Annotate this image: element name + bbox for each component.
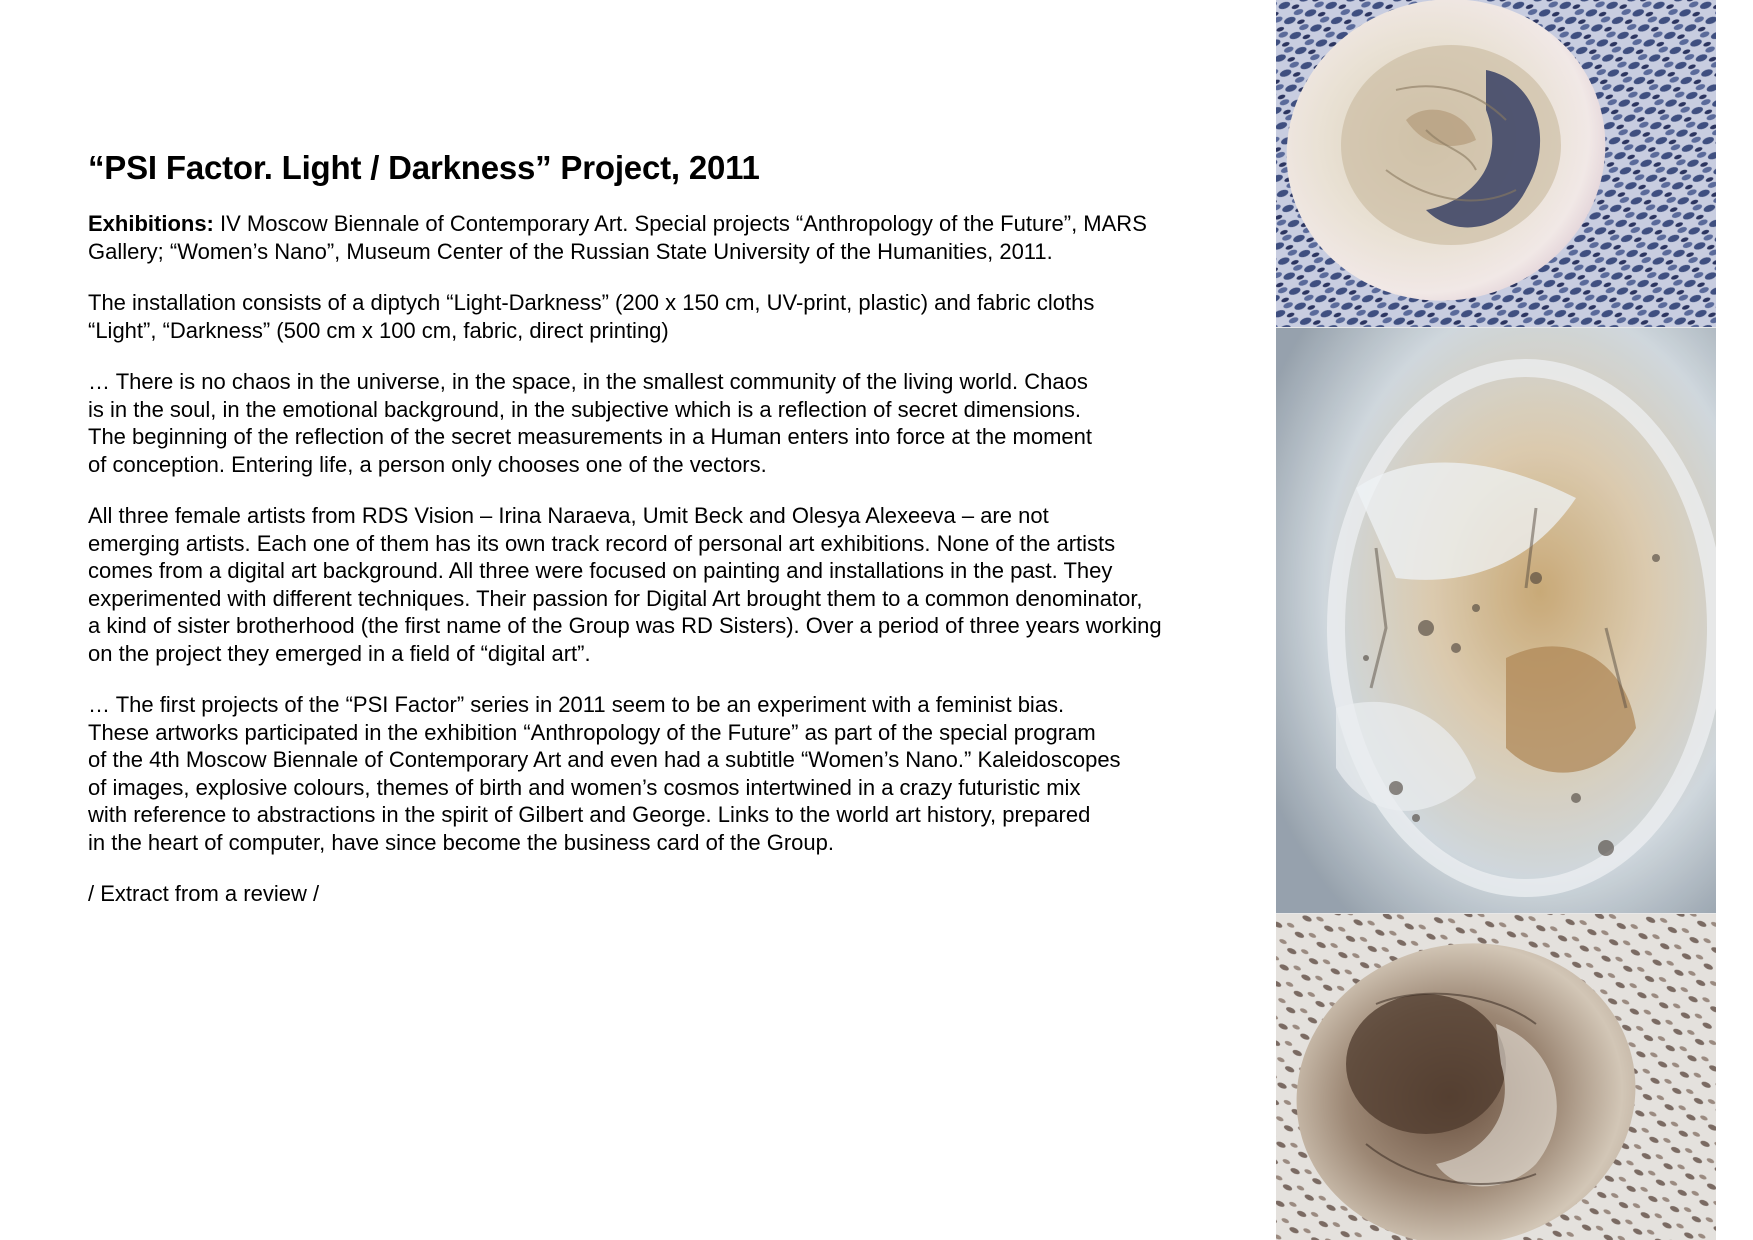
artwork-center-panel xyxy=(1276,328,1716,914)
chaos-paragraph xyxy=(88,368,1238,478)
text-line: a kind of sister brotherhood (the first name of the Group was RD Sisters). Over a period of three years working xyxy=(88,613,1162,638)
text-line: of the 4th Moscow Biennale of Contemporary Art and even had a subtitle “Women’s Nano.” Kaleidoscopes xyxy=(88,747,1121,772)
installation-paragraph xyxy=(88,289,1238,344)
exhibitions-paragraph xyxy=(88,210,1238,265)
text-line: … The first projects of the “PSI Factor” series in 2011 seem to be an experiment with a feminist bias. xyxy=(88,692,1065,717)
text-line: emerging artists. Each one of them has its own track record of personal art exhibitions. None of the artists xyxy=(88,530,1116,556)
text-line: These artworks participated in the exhibition “Anthropology of the Future” as part of the special program xyxy=(88,719,1096,745)
document-text xyxy=(88,146,1238,932)
artwork-darkness-panel xyxy=(1276,914,1716,1240)
text-line: on the project they emerged in a field of “digital art”. xyxy=(88,640,591,666)
text-line: “Light”, “Darkness” (500 cm x 100 cm, fabric, direct printing) xyxy=(88,317,669,343)
text-line: is in the soul, in the emotional background, in the subjective which is a reflection of secret dimensions. xyxy=(88,396,1081,422)
exhibitions-line-2: Gallery; “Women’s Nano”, Museum Center of the Russian State University of the Humanities, 2011. xyxy=(88,238,1053,264)
text-line: in the heart of computer, have since become the business card of the Group. xyxy=(88,829,834,855)
projects-paragraph xyxy=(88,691,1238,856)
artwork-light-panel xyxy=(1276,0,1716,328)
text-line: … There is no chaos in the universe, in the space, in the smallest community of the living world. Chaos xyxy=(88,369,1088,394)
text-line: All three female artists from RDS Vision – Irina Naraeva, Umit Beck and Olesya Alexeeva – are not xyxy=(88,503,1049,528)
exhibitions-text-1: IV Moscow Biennale of Contemporary Art. Special projects “Anthropology of the Future”, MARS xyxy=(213,211,1147,236)
text-line: comes from a digital art background. All three were focused on painting and installations in the past. They xyxy=(88,558,1113,583)
text-line: experimented with different techniques. Their passion for Digital Art brought them to a common denominator, xyxy=(88,585,1143,611)
artists-paragraph xyxy=(88,502,1238,667)
text-line: of conception. Entering life, a person only chooses one of the vectors. xyxy=(88,451,767,477)
exhibitions-line-1 xyxy=(88,210,1238,238)
text-line: The beginning of the reflection of the secret measurements in a Human enters into force at the moment xyxy=(88,424,1092,449)
page-title: “PSI Factor. Light / Darkness” Project, 2011 xyxy=(88,149,760,186)
exhibitions-label: Exhibitions: xyxy=(88,211,214,236)
text-line: with reference to abstractions in the spirit of Gilbert and George. Links to the world art history, prepared xyxy=(88,802,1091,827)
artwork-column xyxy=(1276,0,1716,1240)
text-line: The installation consists of a diptych “Light-Darkness” (200 x 150 cm, UV-print, plastic) and fabric cloths xyxy=(88,290,1095,315)
text-line: of images, explosive colours, themes of birth and women’s cosmos intertwined in a crazy futuristic mix xyxy=(88,774,1081,800)
review-attribution: / Extract from a review / xyxy=(88,881,320,906)
